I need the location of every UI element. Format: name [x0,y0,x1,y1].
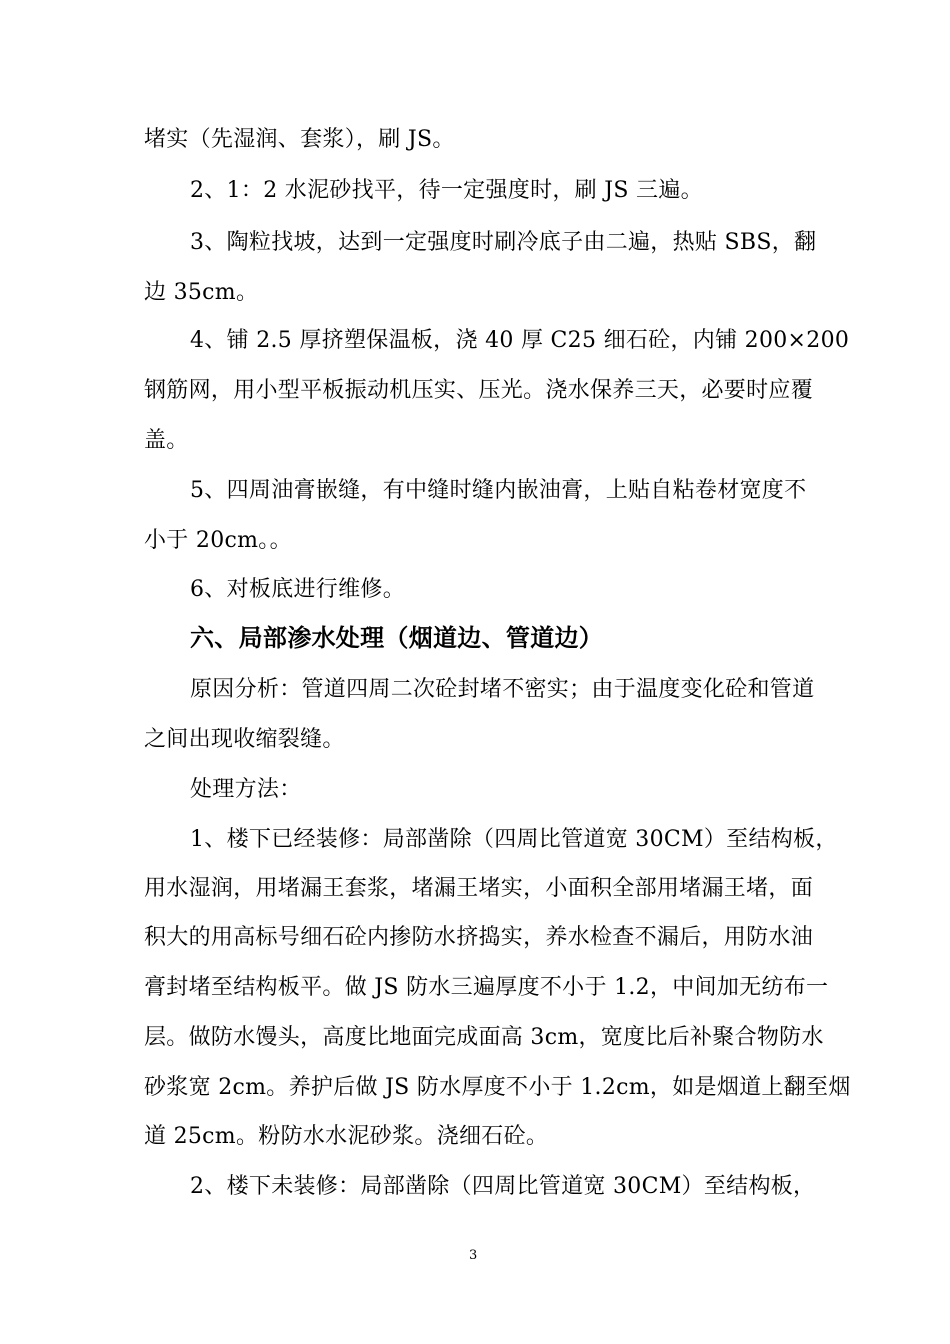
body-text-line: 积大的用高标号细石砼内掺防水挤捣实，养水检查不漏后，用防水油 [144,925,814,950]
body-text-line: 边 35cm。 [144,280,259,305]
method-item-1: 1、楼下已经装修：局部凿除（四周比管道宽 30CM）至结构板， [190,827,838,852]
list-item-5: 5、四周油膏嵌缝，有中缝时缝内嵌油膏，上贴自粘卷材宽度不 [190,478,807,503]
method-item-2: 2、楼下未装修：局部凿除（四周比管道宽 30CM）至结构板， [190,1174,816,1199]
body-text-line: 之间出现收缩裂缝。 [144,727,345,752]
page-number: 3 [469,1248,478,1263]
body-text-line: 用水湿润，用堵漏王套浆，堵漏王堵实，小面积全部用堵漏王堵，面 [144,876,814,901]
body-text-line: 钢筋网，用小型平板振动机压实、压光。浇水保养三天，必要时应覆 [144,378,814,403]
body-text-line: 层。做防水馒头，高度比地面完成面高 3cm，宽度比后补聚合物防水 [144,1025,824,1050]
list-item-4: 4、铺 2.5 厚挤塑保温板，浇 40 厚 C25 细石砼，内铺 200×200 [190,328,850,353]
body-text-line: 小于 20cm。。 [144,528,292,553]
body-text-line: 砂浆宽 2cm。养护后做 JS 防水厚度不小于 1.2cm，如是烟道上翻至烟 [144,1075,851,1100]
body-text-line: 堵实（先湿润、套浆），刷 JS。 [144,127,455,152]
list-item-2: 2、1：2 水泥砂找平，待一定强度时，刷 JS 三遍。 [190,178,703,203]
body-text-line: 膏封堵至结构板平。做 JS 防水三遍厚度不小于 1.2，中间加无纺布一 [144,975,829,1000]
body-text-line: 道 25cm。粉防水水泥砂浆。浇细石砼。 [144,1124,549,1149]
list-item-3: 3、陶粒找坡，达到一定强度时刷冷底子由二遍，热贴 SBS，翻 [190,230,817,255]
body-text-line: 盖。 [144,428,189,453]
method-label: 处理方法： [190,777,302,802]
cause-analysis-line: 原因分析：管道四周二次砼封堵不密实；由于温度变化砼和管道 [190,677,815,702]
list-item-6: 6、对板底进行维修。 [190,577,405,602]
section-heading: 六、局部渗水处理（烟道边、管道边） [190,624,604,652]
